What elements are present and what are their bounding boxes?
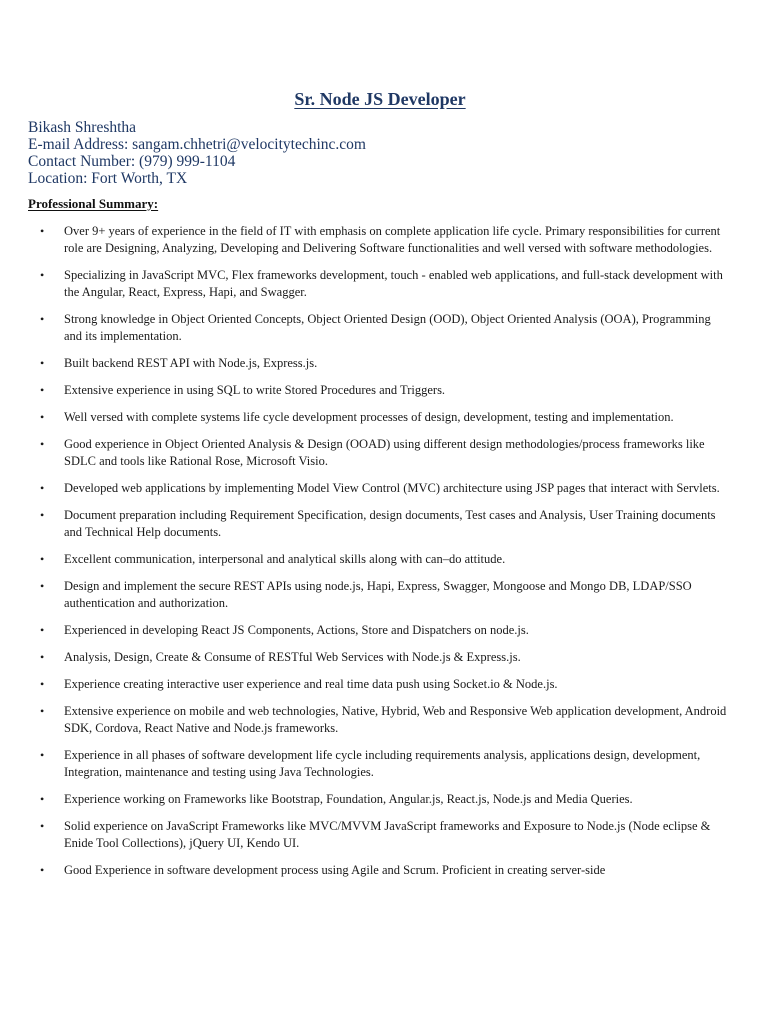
bullet-marker: • <box>40 863 45 877</box>
bullet-marker: • <box>40 312 45 326</box>
location-line: Location: Fort Worth, TX <box>28 170 188 187</box>
bullet-marker: • <box>40 579 45 593</box>
summary-item-text: Well versed with complete systems life cycle development processes of design, development, testing and implementation. <box>64 410 674 424</box>
bullet-marker: • <box>40 650 45 664</box>
summary-list-item <box>0 267 768 301</box>
summary-list-item <box>0 622 768 639</box>
summary-item-text: Experience working on Frameworks like Bootstrap, Foundation, Angular.js, React.js, Node.js and Media Queries. <box>64 792 633 806</box>
summary-item-text: Experience creating interactive user experience and real time data push using Socket.io & Node.js. <box>64 677 558 691</box>
summary-item-text: Built backend REST API with Node.js, Express.js. <box>64 356 318 370</box>
bullet-marker: • <box>40 677 45 691</box>
summary-list-item <box>0 409 768 426</box>
summary-item-text: Document preparation including Requirement Specification, design documents, Test cases and Analysis, User Training documents and Technical Help documents. <box>64 508 716 539</box>
bullet-marker: • <box>40 704 45 718</box>
summary-list-item <box>0 382 768 399</box>
summary-list-item <box>0 818 768 852</box>
summary-item-text: Over 9+ years of experience in the field of IT with emphasis on complete application life cycle. Primary responsibilities for current role are Designing, Analyzing, Developing and Delivering Software functionalities and well versed with software methodologies. <box>64 224 721 255</box>
summary-item-text: Extensive experience in using SQL to write Stored Procedures and Triggers. <box>64 383 446 397</box>
phone-line: Contact Number: (979) 999-1104 <box>28 153 236 170</box>
bullet-marker: • <box>40 437 45 451</box>
summary-list-item <box>0 223 768 257</box>
summary-item-text: Developed web applications by implementing Model View Control (MVC) architecture using JSP pages that interact with Servlets. <box>64 481 720 495</box>
summary-list-item <box>0 862 768 879</box>
bullet-marker: • <box>40 224 45 238</box>
bullet-marker: • <box>40 481 45 495</box>
summary-item-text: Specializing in JavaScript MVC, Flex frameworks development, touch - enabled web applications, and full-stack development with the Angular, React, Express, Hapi, and Swagger. <box>64 268 723 299</box>
bullet-marker: • <box>40 356 45 370</box>
summary-item-text: Extensive experience on mobile and web technologies, Native, Hybrid, Web and Responsive Web application development, Android SDK, Cordova, React Native and Node.js frameworks. <box>64 704 727 735</box>
summary-item-text: Excellent communication, interpersonal and analytical skills along with can–do attitude. <box>64 552 506 566</box>
professional-summary-heading: Professional Summary: <box>28 196 159 211</box>
summary-list-item <box>0 747 768 781</box>
professional-summary-list <box>0 223 768 889</box>
bullet-marker: • <box>40 268 45 282</box>
bullet-marker: • <box>40 508 45 522</box>
summary-list-item <box>0 551 768 568</box>
email-line: E-mail Address: sangam.chhetri@velocitytechinc.com <box>28 136 366 153</box>
summary-list-item <box>0 649 768 666</box>
summary-item-text: Strong knowledge in Object Oriented Concepts, Object Oriented Design (OOD), Object Oriented Analysis (OOA), Programming and its implementation. <box>64 312 711 343</box>
summary-list-item <box>0 676 768 693</box>
bullet-marker: • <box>40 748 45 762</box>
summary-list-item <box>0 311 768 345</box>
summary-item-text: Good Experience in software development process using Agile and Scrum. Proficient in creating server-side <box>64 863 606 877</box>
bullet-marker: • <box>40 792 45 806</box>
summary-item-text: Experienced in developing React JS Components, Actions, Store and Dispatchers on node.js. <box>64 623 529 637</box>
summary-item-text: Design and implement the secure REST APIs using node.js, Hapi, Express, Swagger, Mongoose and Mongo DB, LDAP/SSO authentication and authorization. <box>64 579 692 610</box>
summary-list-item <box>0 507 768 541</box>
summary-list-item <box>0 578 768 612</box>
summary-item-text: Experience in all phases of software development life cycle including requirements analysis, applications design, development, Integration, maintenance and testing using Java Technologies. <box>64 748 701 779</box>
summary-item-text: Good experience in Object Oriented Analysis & Design (OOAD) using different design methodologies/process frameworks like SDLC and tools like Rational Rose, Microsoft Visio. <box>64 437 705 468</box>
candidate-name: Bikash Shreshtha <box>28 119 137 136</box>
summary-list-item <box>0 480 768 497</box>
summary-list-item <box>0 436 768 470</box>
bullet-marker: • <box>40 623 45 637</box>
summary-list-item <box>0 703 768 737</box>
summary-list-item <box>0 791 768 808</box>
contact-block <box>28 119 366 187</box>
bullet-marker: • <box>40 552 45 566</box>
document-title: Sr. Node JS Developer <box>294 89 466 109</box>
bullet-marker: • <box>40 410 45 424</box>
bullet-marker: • <box>40 819 45 833</box>
summary-list-item <box>0 355 768 372</box>
summary-item-text: Analysis, Design, Create & Consume of RESTful Web Services with Node.js & Express.js. <box>64 650 521 664</box>
summary-item-text: Solid experience on JavaScript Frameworks like MVC/MVVM JavaScript frameworks and Exposure to Node.js (Node eclipse & Enide Tool Collections), jQuery UI, Kendo UI. <box>64 819 711 850</box>
bullet-marker: • <box>40 383 45 397</box>
